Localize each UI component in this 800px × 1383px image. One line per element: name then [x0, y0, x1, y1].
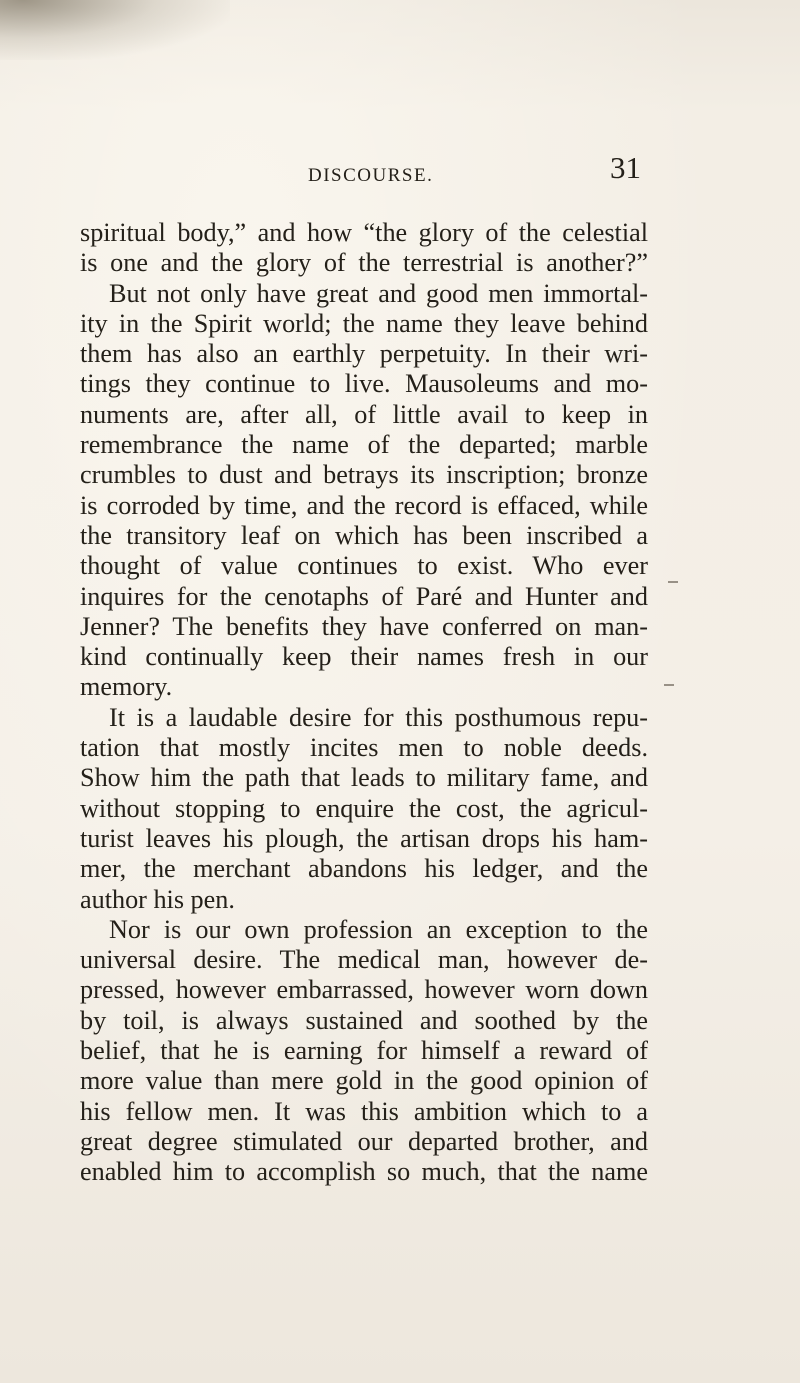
text-line: more value than mere gold in the good opinion of: [80, 1066, 648, 1096]
running-head: DISCOURSE.: [308, 165, 434, 186]
margin-dash-mark: [664, 684, 674, 686]
text-line: enabled him to accomplish so much, that the name: [80, 1157, 648, 1187]
text-line: spiritual body,” and how “the glory of the celestial: [80, 218, 648, 247]
margin-dash-mark: [668, 581, 678, 583]
text-line: thought of value continues to exist. Who ever: [80, 551, 648, 581]
text-line: Show him the path that leads to military fame, and: [80, 763, 648, 793]
text-line: is one and the glory of the terrestrial is another?”: [80, 248, 648, 278]
text-line: without stopping to enquire the cost, the agricul-: [80, 793, 648, 823]
paragraph-start-line: It is a laudable desire for this posthumous repu-: [109, 702, 648, 732]
text-line: Jenner? The benefits they have conferred on man-: [80, 611, 648, 641]
paragraph-start-line: Nor is our own profession an exception to the: [109, 914, 648, 944]
page-header: [0, 147, 800, 187]
text-line: mer, the merchant abandons his ledger, and the: [80, 854, 648, 884]
text-line: tation that mostly incites men to noble deeds.: [80, 733, 648, 763]
text-line: inquires for the cenotaphs of Paré and Hunter and: [80, 581, 648, 611]
text-line: belief, that he is earning for himself a reward of: [80, 1036, 648, 1066]
page-corner-shadow: [0, 0, 230, 60]
text-line: crumbles to dust and betrays its inscription; bronze: [80, 460, 648, 490]
text-line: is corroded by time, and the record is effaced, while: [80, 490, 648, 520]
paragraph-start-line: But not only have great and good men immortal-: [109, 278, 648, 308]
text-line: numents are, after all, of little avail to keep in: [80, 399, 648, 429]
text-line: universal desire. The medical man, however de-: [80, 945, 648, 975]
paragraph-end-line: memory.: [80, 672, 173, 702]
text-line: great degree stimulated our departed brother, and: [80, 1126, 648, 1156]
body-text: [80, 218, 648, 1188]
text-line: the transitory leaf on which has been inscribed a: [80, 520, 648, 550]
text-line: them has also an earthly perpetuity. In their wri-: [80, 339, 648, 369]
text-line: by toil, is always sustained and soothed by the: [80, 1005, 648, 1035]
text-line: ity in the Spirit world; the name they leave behind: [80, 308, 648, 338]
text-line: tings they continue to live. Mausoleums and mo-: [80, 369, 648, 399]
text-line: pressed, however embarrassed, however worn down: [80, 975, 648, 1005]
text-line: kind continually keep their names fresh in our: [80, 642, 648, 672]
text-line: remembrance the name of the departed; marble: [80, 430, 648, 460]
text-line: turist leaves his plough, the artisan drops his ham-: [80, 823, 648, 853]
page-number: 31: [610, 150, 641, 185]
paragraph-end-line: author his pen.: [80, 884, 235, 914]
text-line: his fellow men. It was this ambition which to a: [80, 1096, 648, 1126]
